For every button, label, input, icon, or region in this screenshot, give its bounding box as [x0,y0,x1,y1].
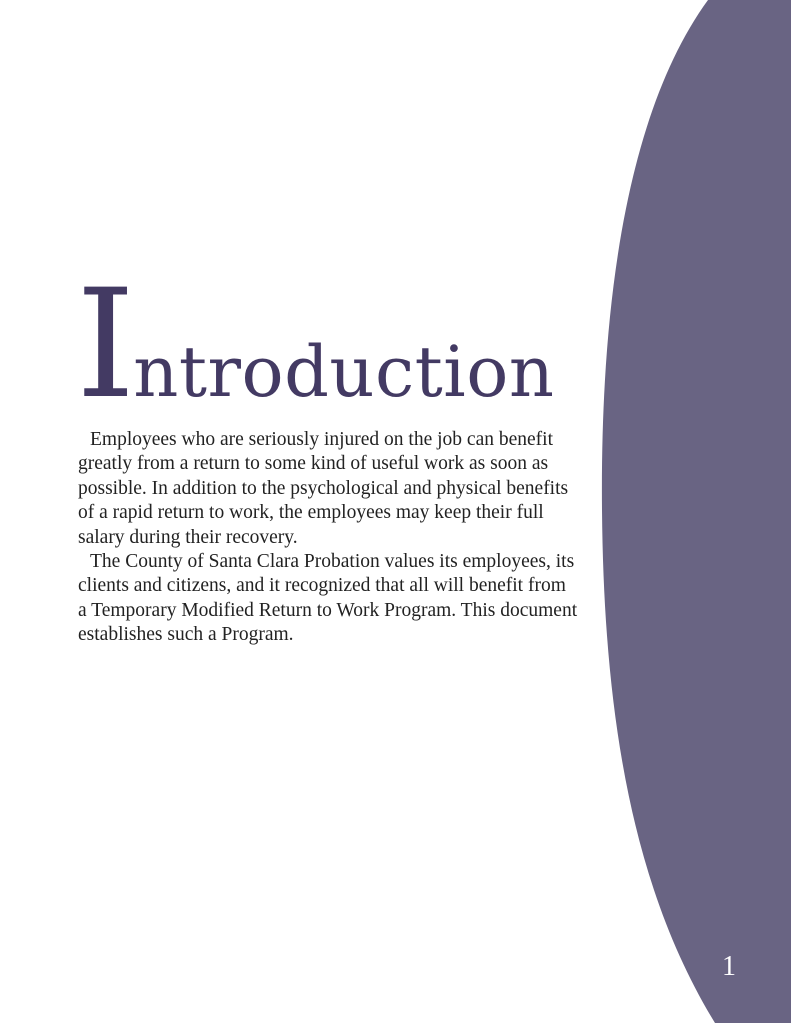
paragraph: The County of Santa Clara Probation values its employees, its clients and citizens, and it recognized that all will benefit from a Temporary Modified Return to Work Program. This document establishes such a Program. [78,551,578,646]
title-initial: I [76,258,134,432]
introduction-body [78,428,578,648]
page-title [76,258,555,432]
paragraph: Employees who are seriously injured on the job can benefit greatly from a return to some kind of useful work as soon as possible. In addition to the psychological and physical benefits of a rapid return to work, the employees may keep their full salary during their recovery. [78,429,569,548]
side-band-shape [602,0,791,1023]
title-rest: ntroduction [133,331,555,413]
page-number: 1 [722,951,736,982]
